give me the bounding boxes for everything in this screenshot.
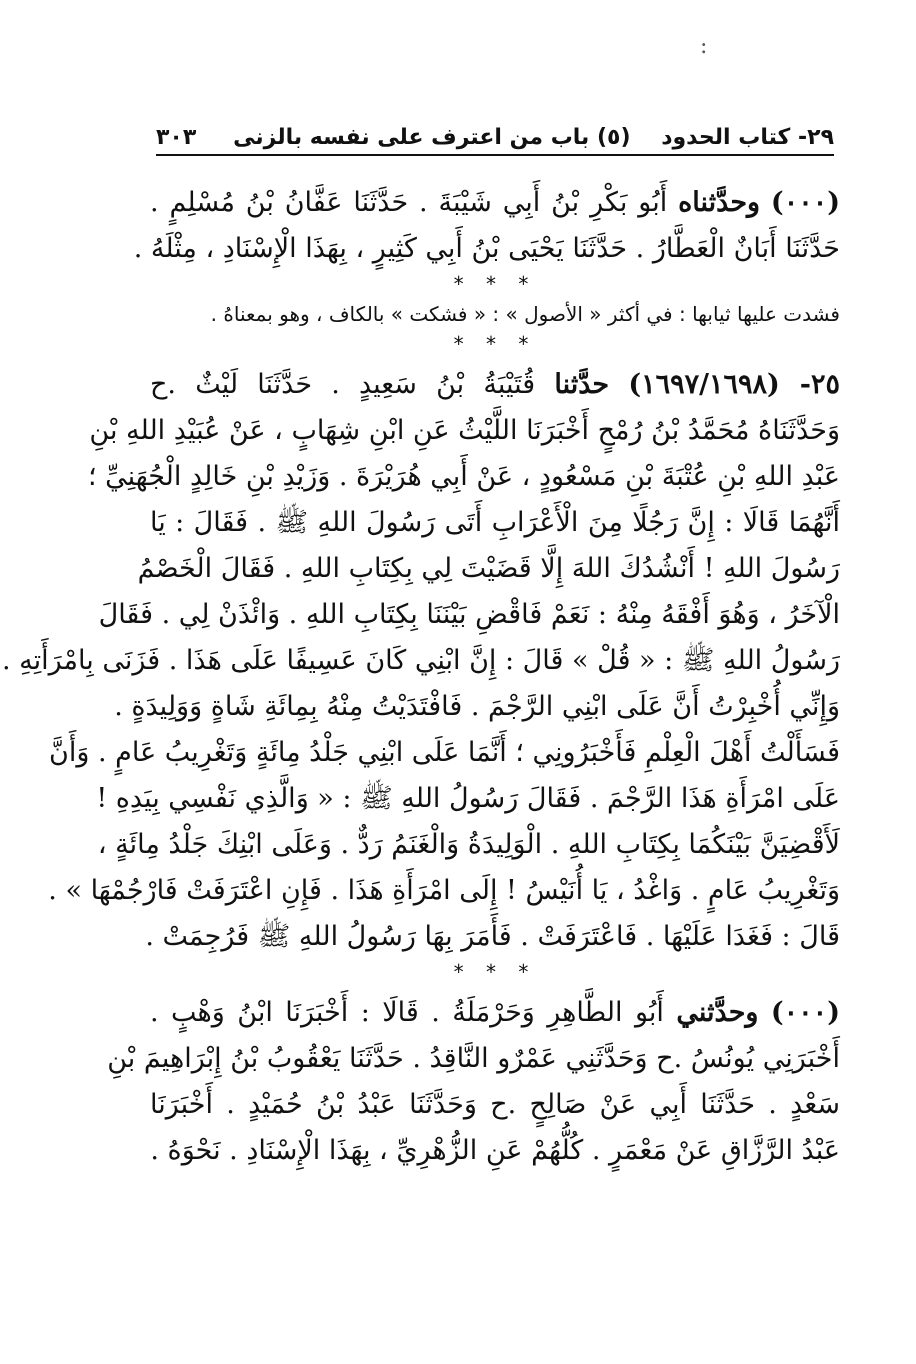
text-line: أَخْبَرَنِي يُونُسُ .ح وَحَدَّثَنِي عَمْرٌو النَّاقِدُ . حَدَّثَنَا يَعْقُوبُ بْنُ إِبْرَاهِيمَ بْنِ xyxy=(107,1043,840,1074)
hadith-number: ٢٥- (١٦٩٧/١٦٩٨) xyxy=(628,369,840,400)
text-line: حَدَّثَنَا أَبَانٌ الْعَطَّارُ . حَدَّثَنَا يَحْيَى بْنُ أَبِي كَثِيرٍ ، بِهَذَا الْإِسْنَادِ ، مِثْلَهُ . xyxy=(133,233,840,264)
hadith-number: (٠٠٠) xyxy=(770,187,840,218)
text-line: لَأَقْضِيَنَّ بَيْنَكُمَا بِكِتَابِ اللهِ . الْوَلِيدَةُ وَالْغَنَمُ رَدٌّ . وَعَلَى ابْنِكَ جَلْدُ مِائَةٍ ، xyxy=(97,829,840,860)
text-line: أَنَّهُمَا قَالَا : إِنَّ رَجُلًا مِنَ الْأَعْرَابِ أَتَى رَسُولَ اللهِ ﷺ . فَقَالَ : يَا xyxy=(150,507,840,538)
page-header xyxy=(156,110,834,156)
text-line: قُتَيْبَةُ بْنُ سَعِيدٍ . حَدَّثَنَا لَيْثٌ .ح xyxy=(150,369,536,400)
separator-stars: * * * xyxy=(453,960,537,984)
hadith-lead: وحدَّثناه xyxy=(678,187,761,218)
text-line: رَسُولُ اللهِ ﷺ : « قُلْ » قَالَ : إِنَّ ابْنِي كَانَ عَسِيفًا عَلَى هَذَا . فَزَنَى بِامْرَأَتِهِ . xyxy=(2,645,840,676)
text-line: رَسُولَ اللهِ ! أَنْشُدُكَ اللهَ إِلَّا قَضَيْتَ لِي بِكِتَابِ اللهِ . فَقَالَ الْخَصْمُ xyxy=(137,553,840,584)
commentary-note: فشدت عليها ثيابها : في أكثر « الأصول » : « فشكت » بالكاف ، وهو بمعناهُ . xyxy=(210,302,840,326)
hadith-block-2 xyxy=(107,990,840,1174)
text-line: عَبْدُ الرَّزَّاقِ عَنْ مَعْمَرٍ . كُلُّهُمْ عَنِ الزُّهْرِيِّ ، بِهَذَا الْإِسْنَادِ . نَحْوَهُ . xyxy=(150,1135,840,1166)
separator-stars: * * * xyxy=(453,332,537,356)
hadith-block-1 xyxy=(133,180,840,272)
section-title: (٥) باب من اعترف على نفسه بالزنى xyxy=(233,125,631,150)
hadith-lead: حدَّثنا xyxy=(554,369,610,400)
chapter-title: ٢٩- كتاب الحدود xyxy=(661,125,834,150)
text-line: فَسَأَلْتُ أَهْلَ الْعِلْمِ فَأَخْبَرُونِي ؛ أَنَّمَا عَلَى ابْنِي جَلْدُ مِائَةٍ وَتَغْرِيبُ عَامٍ . وَأَنَّ xyxy=(49,737,840,768)
text-line: وَتَغْرِيبُ عَامٍ . وَاغْدُ ، يَا أُنَيْسُ ! إِلَى امْرَأَةِ هَذَا . فَإِنِ اعْتَرَفَتْ فَارْجُمْهَا » . xyxy=(48,875,840,906)
text-line: سَعْدٍ . حَدَّثَنَا أَبِي عَنْ صَالِحٍ .ح وَحَدَّثَنَا عَبْدُ بْنُ حُمَيْدٍ . أَخْبَرَنَا xyxy=(150,1089,840,1120)
separator-stars: * * * xyxy=(453,272,537,296)
text-line: عَلَى امْرَأَةِ هَذَا الرَّجْمَ . فَقَالَ رَسُولُ اللهِ ﷺ : « وَالَّذِي نَفْسِي بِيَدِهِ ! xyxy=(96,783,840,814)
hadith-lead: وحدَّثني xyxy=(676,997,759,1028)
text-line: قَالَ : فَغَدَا عَلَيْهَا . فَاعْتَرَفَتْ . فَأَمَرَ بِهَا رَسُولُ اللهِ ﷺ فَرُجِمَتْ . xyxy=(145,921,840,952)
page-body xyxy=(2,180,840,1174)
text-line: عَبْدِ اللهِ بْنِ عُتْبَةَ بْنِ مَسْعُودٍ ، عَنْ أَبِي هُرَيْرَةَ . وَزَيْدِ بْنِ خَالِدٍ الْجُهَنِيِّ ؛ xyxy=(87,461,840,492)
text-line: وَإِنِّي أُخْبِرْتُ أَنَّ عَلَى ابْنِي الرَّجْمَ . فَافْتَدَيْتُ مِنْهُ بِمِائَةِ شَاةٍ وَوَلِيدَةٍ . xyxy=(114,691,840,722)
hadith-number: (٠٠٠) xyxy=(770,997,840,1028)
text-line: وَحَدَّثَنَاهُ مُحَمَّدُ بْنُ رُمْحٍ أَخْبَرَنَا اللَّيْثُ عَنِ ابْنِ شِهَابٍ ، عَنْ عُبَيْدِ اللهِ بْنِ xyxy=(89,415,840,446)
text-line: الْآخَرُ ، وَهُوَ أَفْقَهُ مِنْهُ : نَعَمْ فَاقْضِ بَيْنَنَا بِكِتَابِ اللهِ . وَائْذَنْ لِي . فَقَالَ xyxy=(98,599,840,630)
page-number: ٣٠٣ xyxy=(156,125,197,150)
text-line: أَبُو الطَّاهِرِ وَحَرْمَلَةُ . قَالَا : أَخْبَرَنَا ابْنُ وَهْبٍ . xyxy=(150,997,664,1028)
corner-mark: : xyxy=(700,34,708,59)
header-title xyxy=(233,125,834,150)
hadith-block-25 xyxy=(2,362,840,960)
text-line: أَبُو بَكْرِ بْنُ أَبِي شَيْبَةَ . حَدَّثَنَا عَفَّانُ بْنُ مُسْلِمٍ . xyxy=(150,187,668,218)
